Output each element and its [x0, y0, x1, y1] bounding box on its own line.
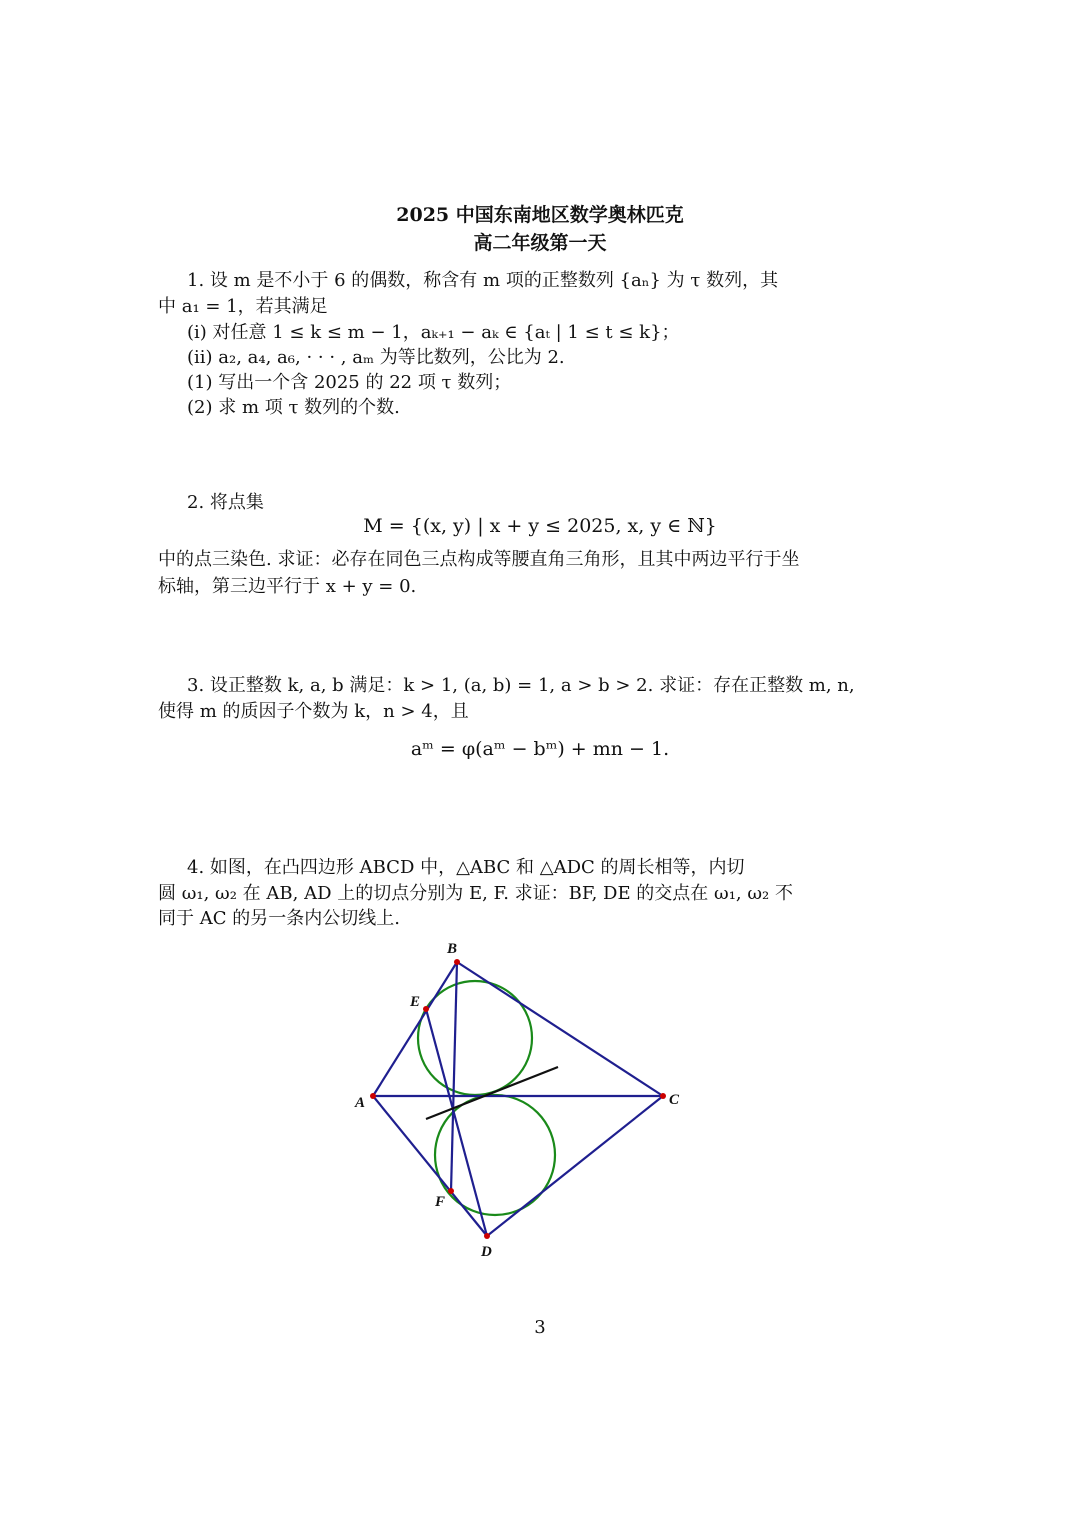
problem-1-part-1: (1) 写出一个含 2025 的 22 项 τ 数列；	[187, 372, 512, 393]
paper-subtitle: 高二年级第一天	[473, 232, 607, 254]
problem-1-condition-ii: (ii) a₂, a₄, a₆, · · · , aₘ 为等比数列，公比为 2.	[187, 347, 565, 368]
problem-3-formula: aᵐ = φ(aᵐ − bᵐ) + mn − 1.	[410, 738, 670, 760]
label-A: A	[355, 1095, 366, 1111]
side-BC	[457, 962, 663, 1096]
quadrilateral-figure	[340, 935, 720, 1265]
problem-4-line-1: 4. 如图，在凸四边形 ABCD 中，△ABC 和 △ADC 的周长相等，内切	[187, 857, 745, 878]
problem-2-line-2: 中的点三染色. 求证：必存在同色三点构成等腰直角三角形，且其中两边平行于坐	[158, 549, 800, 570]
label-C: C	[669, 1092, 680, 1108]
point-B	[454, 959, 460, 965]
problem-2-line-3: 标轴，第三边平行于 x + y = 0.	[158, 576, 417, 597]
segment-BF	[451, 962, 457, 1191]
problem-1-line-1: 1. 设 m 是不小于 6 的偶数，称含有 m 项的正整数列 {aₙ} 为 τ 数列，其	[187, 270, 779, 291]
point-F	[448, 1188, 454, 1194]
label-D: D	[481, 1244, 492, 1260]
problem-4-line-2: 圆 ω₁, ω₂ 在 AB, AD 上的切点分别为 E, F. 求证：BF, DE 的交点在 ω₁, ω₂ 不	[158, 883, 793, 904]
label-F: F	[435, 1194, 446, 1210]
internal-common-tangent	[426, 1067, 558, 1119]
side-CD	[487, 1096, 663, 1236]
paper-title: 2025 中国东南地区数学奥林匹克	[396, 204, 684, 226]
point-D	[484, 1233, 490, 1239]
page-number: 3	[534, 1317, 546, 1338]
point-E	[423, 1006, 429, 1012]
problem-1-part-2: (2) 求 m 项 τ 数列的个数.	[187, 397, 400, 418]
problem-3-line-1: 3. 设正整数 k, a, b 满足：k > 1, (a, b) = 1, a > b > 2. 求证：存在正整数 m, n,	[187, 675, 855, 696]
problem-3-line-2: 使得 m 的质因子个数为 k，n > 4，且	[158, 701, 469, 722]
point-A	[370, 1093, 376, 1099]
problem-4-line-3: 同于 AC 的另一条内公切线上.	[158, 908, 400, 929]
problem-1-line-2: 中 a₁ = 1，若其满足	[158, 296, 328, 317]
label-E: E	[410, 994, 421, 1010]
point-C	[660, 1093, 666, 1099]
label-B: B	[447, 941, 458, 957]
problem-2-formula: M = {(x, y) | x + y ≤ 2025, x, y ∈ ℕ}	[363, 515, 717, 537]
problem-2-line-1: 2. 将点集	[187, 492, 264, 513]
problem-1-condition-i: (i) 对任意 1 ≤ k ≤ m − 1，aₖ₊₁ − aₖ ∈ {aₜ | 1 ≤ t ≤ k}；	[187, 322, 680, 343]
